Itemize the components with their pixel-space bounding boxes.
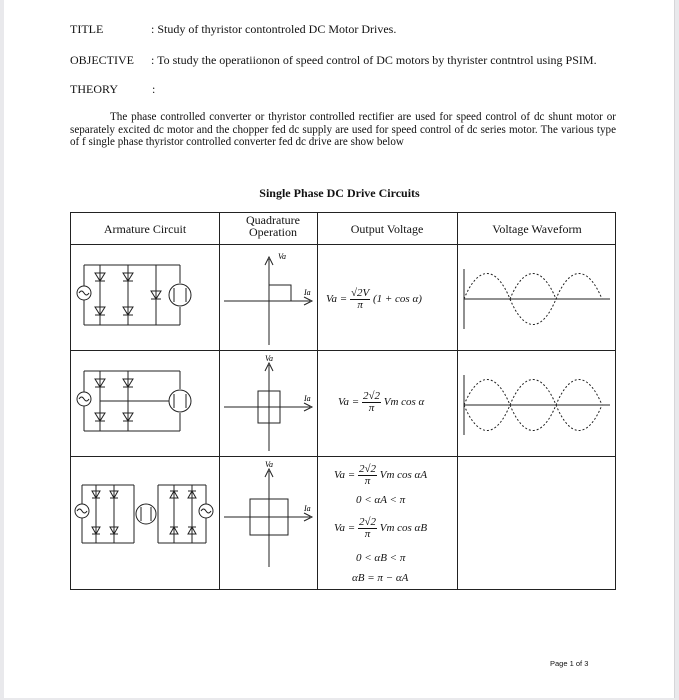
document-page — [4, 0, 675, 698]
title-value: : Study of thyristor contontroled DC Motor Drives. — [151, 22, 397, 36]
voltage-waveform-1 — [458, 245, 616, 351]
quadrant-diagram-3 — [220, 457, 318, 590]
equation-1: Va = $\frac{√2V}{\pi}$ (1 + cos α) — [326, 287, 422, 311]
armature-circuit-3 — [70, 457, 220, 590]
col-header-quadrature: Quadrature Operation — [246, 213, 300, 239]
theory-paragraph: The phase controlled converter or thyristor controlled rectifier are used for speed control of dc shunt motor or separately excited dc motor and the chopper fed dc supply are used for speed control of dc series motor. The various type of f single phase thyristor controlled converter fed dc drive are show below — [70, 111, 616, 149]
voltage-waveform-2 — [458, 351, 616, 457]
quadrant-diagram-1 — [220, 245, 318, 351]
objective-value: : To study the operatiionon of speed control of DC motors by thyrister contntrol using PSIM. — [151, 53, 597, 67]
title-label: TITLE — [70, 22, 104, 36]
equation-3c: Va = $\frac{2√2}{\pi}$ Vm cos αB — [334, 516, 428, 540]
armature-circuit-1 — [70, 245, 220, 351]
quadrant-v-label-2: Va — [265, 354, 273, 363]
quadrant-i-label-2: Ia — [304, 394, 311, 403]
equation-3b: 0 < αA < π — [356, 494, 406, 506]
col-header-armature: Armature Circuit — [103, 222, 187, 236]
page-number: Page 1 of 3 — [550, 659, 589, 668]
quadrant-v-label-3: Va — [265, 460, 273, 469]
quadrant-i-label-1: Ia — [304, 288, 311, 297]
table-title: Single Phase DC Drive Circuits — [259, 186, 420, 200]
quadrant-diagram-2 — [220, 351, 318, 457]
quadrant-v-label-1: Va — [278, 252, 286, 261]
theory-label: THEORY — [70, 82, 118, 96]
armature-circuit-2 — [70, 351, 220, 457]
equation-3e: αB = π − αA — [352, 572, 409, 584]
equation-3d: 0 < αB < π — [356, 552, 406, 564]
equation-3a: Va = $\frac{2√2}{\pi}$ Vm cos αA — [334, 463, 428, 487]
equation-2: Va = $\frac{2√2}{\pi}$ Vm cos α — [338, 390, 425, 414]
col-header-waveform: Voltage Waveform — [492, 222, 582, 236]
theory-colon: : — [152, 82, 156, 96]
quadrant-i-label-3: Ia — [304, 504, 311, 513]
col-header-output: Output Voltage — [350, 222, 424, 236]
objective-label: OBJECTIVE — [70, 53, 134, 67]
